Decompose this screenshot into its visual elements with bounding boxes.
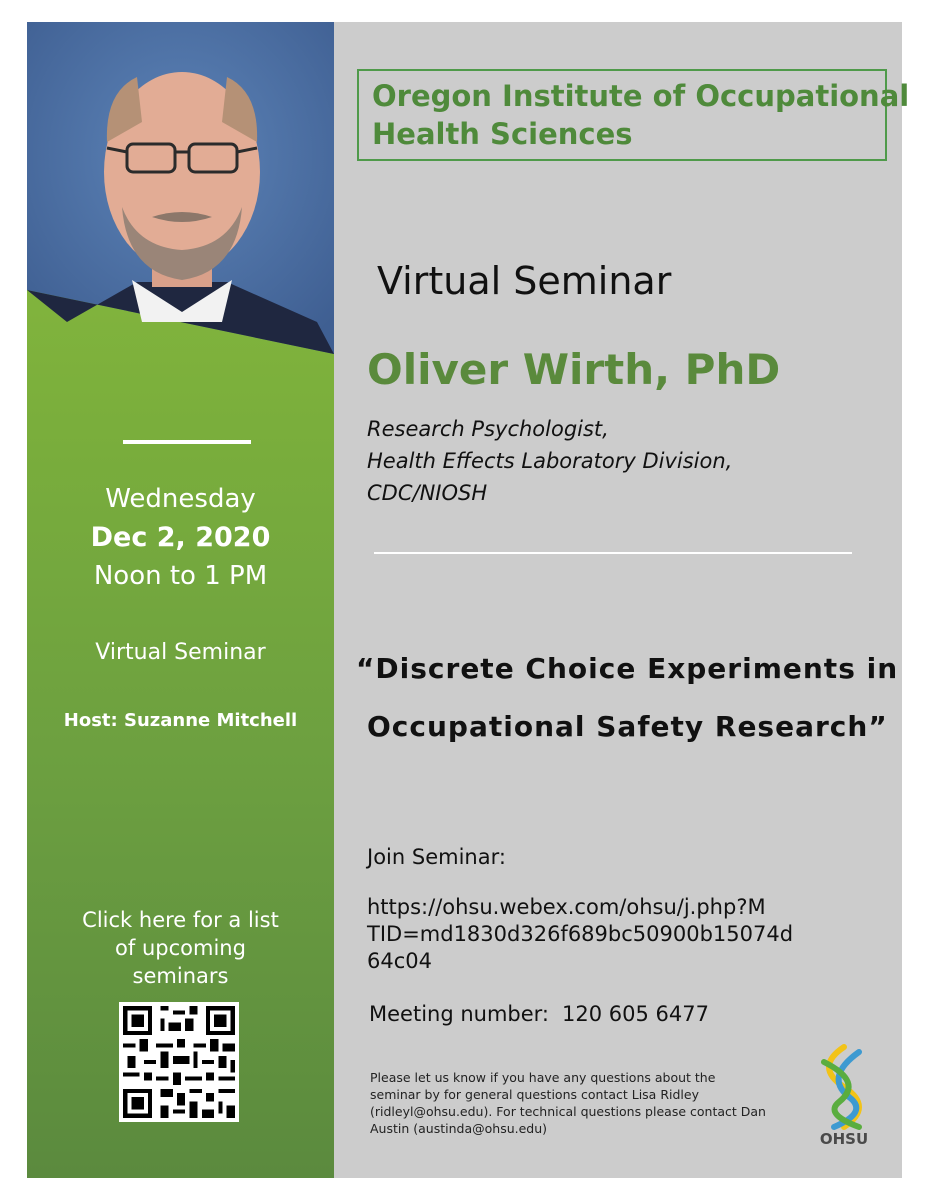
speaker-affiliation-line1: Research Psychologist, <box>367 417 609 441</box>
footer-note-line3: (ridleyl@ohsu.edu). For technical questions please contact Dan <box>370 1104 766 1119</box>
ohsu-logo <box>804 1042 884 1152</box>
schedule-date: Dec 2, 2020 <box>90 522 271 553</box>
schedule-format: Virtual Seminar <box>95 640 266 665</box>
seminar-flyer <box>27 22 910 1178</box>
schedule-time: Noon to 1 PM <box>93 561 268 591</box>
institute-title-line2: Health Sciences <box>372 117 633 151</box>
join-url-line2[interactable]: TID=md1830d326f689bc50900b15074d <box>367 922 794 946</box>
speaker-photo <box>27 22 334 362</box>
event-type-heading: Virtual Seminar <box>377 259 672 303</box>
talk-title-line2: Occupational Safety Research” <box>367 710 888 743</box>
upcoming-link-line2[interactable]: of upcoming <box>115 936 246 960</box>
right-panel <box>334 22 910 1178</box>
speaker-name: Oliver Wirth, PhD <box>367 345 781 394</box>
schedule-day: Wednesday <box>105 484 256 514</box>
join-seminar-label: Join Seminar: <box>367 845 506 869</box>
ohsu-helix-icon <box>804 1042 884 1132</box>
upcoming-link-line3[interactable]: seminars <box>132 964 229 988</box>
upcoming-link-line1[interactable]: Click here for a list <box>82 908 279 932</box>
institute-title-box <box>357 69 910 161</box>
ohsu-logo-text: OHSU <box>819 1130 869 1148</box>
left-divider <box>123 440 251 444</box>
meeting-number-value: 120 605 6477 <box>562 1002 709 1026</box>
talk-title-line1: “Discrete Choice Experiments in <box>356 652 899 685</box>
institute-title-line1: Oregon Institute of Occupational <box>372 79 910 113</box>
qr-code-icon[interactable] <box>119 1002 239 1122</box>
section-divider <box>374 552 852 554</box>
meeting-number-label: Meeting number: <box>369 1002 550 1026</box>
speaker-affiliation-line2: Health Effects Laboratory Division, <box>367 449 733 473</box>
host-label: Host: Suzanne Mitchell <box>63 710 298 731</box>
join-url-line3[interactable]: 64c04 <box>367 949 432 973</box>
footer-note-line1: Please let us know if you have any questions about the <box>370 1070 716 1085</box>
footer-note-line2: seminar by for general questions contact Lisa Ridley <box>370 1087 699 1102</box>
join-url-line1[interactable]: https://ohsu.webex.com/ohsu/j.php?M <box>367 895 766 919</box>
speaker-affiliation-line3: CDC/NIOSH <box>367 481 488 505</box>
left-panel <box>27 22 334 1178</box>
footer-note-line4: Austin (austinda@ohsu.edu) <box>370 1121 548 1136</box>
